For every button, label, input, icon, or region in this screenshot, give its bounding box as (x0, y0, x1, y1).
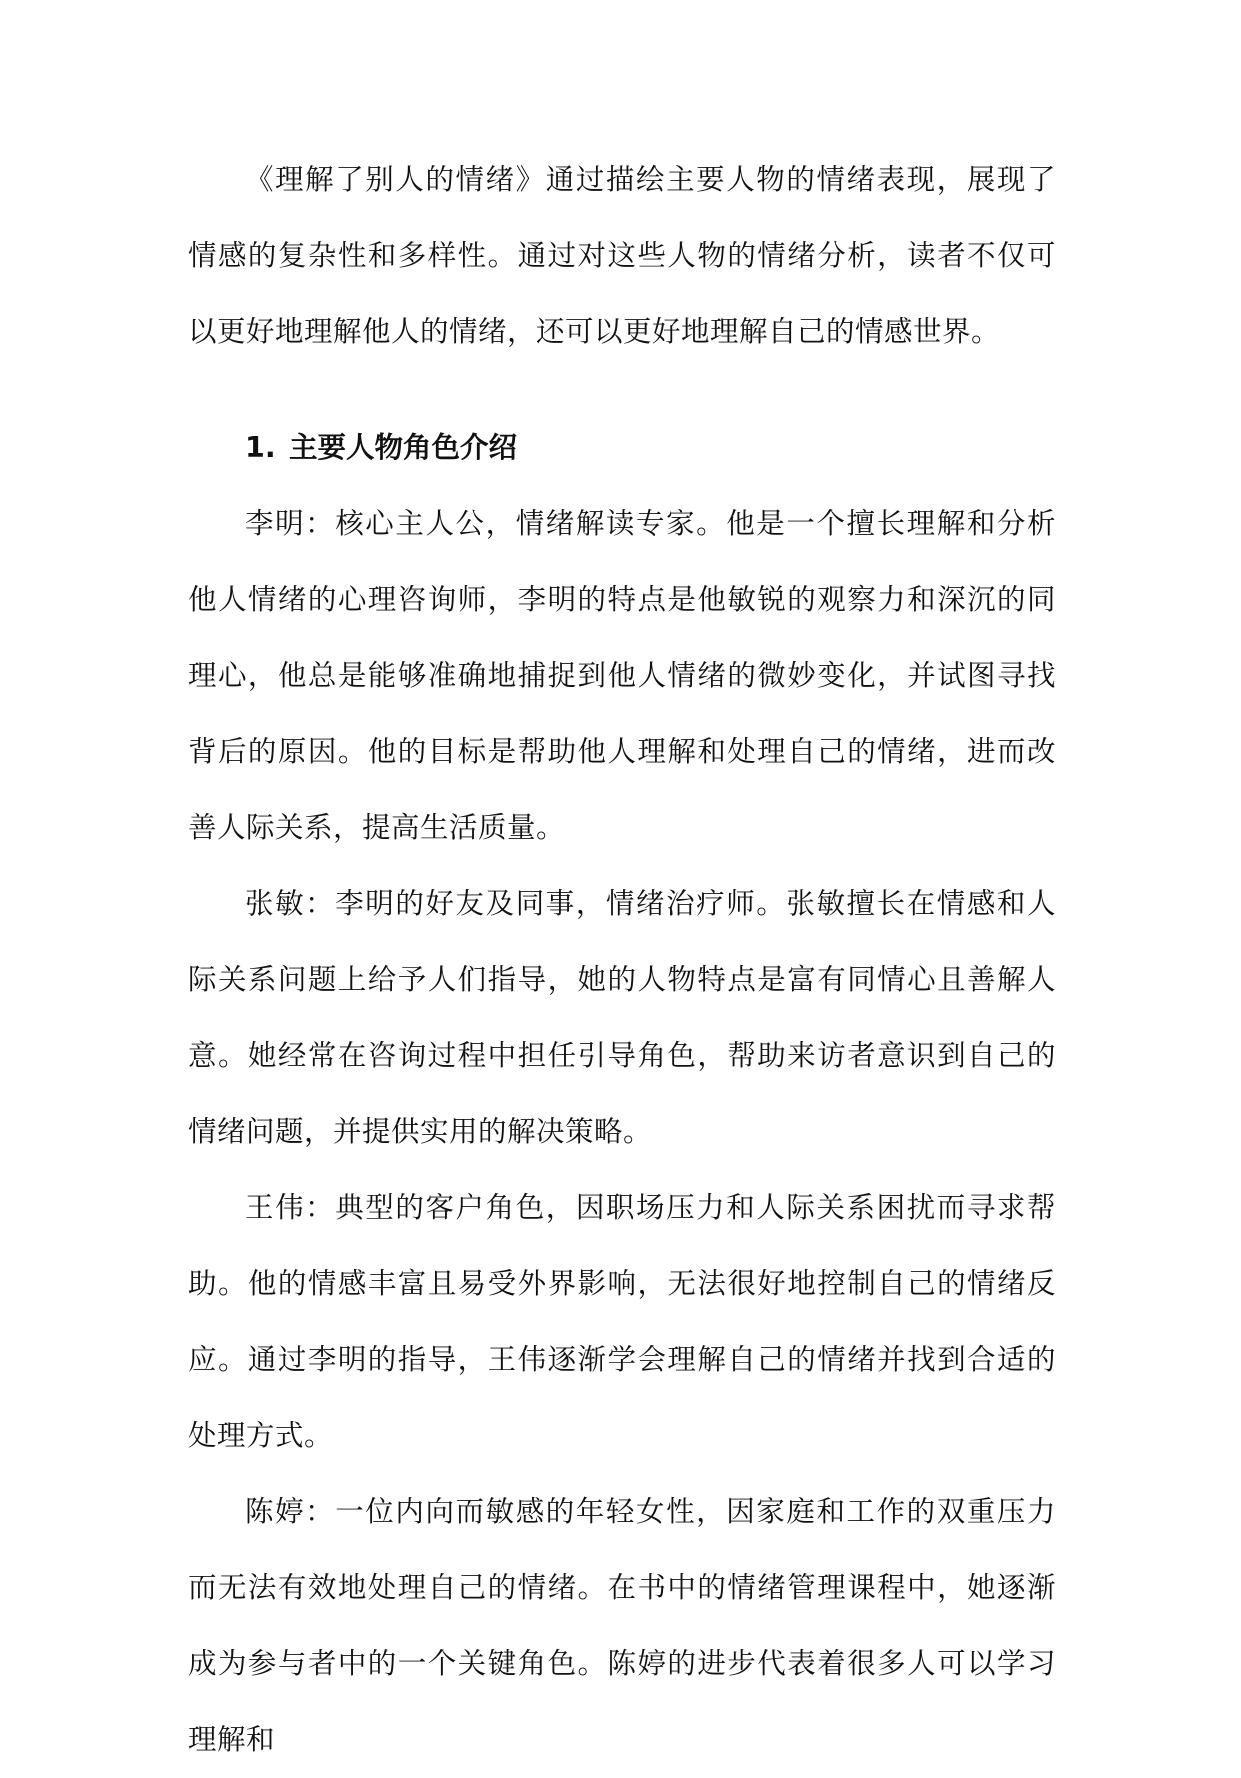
character-paragraph-chen-ting (188, 1474, 1056, 1778)
character-description: 李明的好友及同事，情绪治疗师。张敏擅长在情感和人际关系问题上给予人们指导，她的人物特点是富有同情心且善解人意。她经常在咨询过程中担任引导角色，帮助来访者意识到自己的情绪问题，并提供实用的解决策略。 (188, 887, 1056, 1148)
character-paragraph-wang-wei (188, 1170, 1056, 1474)
character-name: 陈婷： (245, 1495, 336, 1528)
section-number: 1. (245, 431, 276, 464)
character-description: 一位内向而敏感的年轻女性，因家庭和工作的双重压力而无法有效地处理自己的情绪。在书中的情绪管理课程中，她逐渐成为参与者中的一个关键角色。陈婷的进步代表着很多人可以学习理解和 (188, 1495, 1056, 1756)
character-description: 典型的客户角色，因职场压力和人际关系困扰而寻求帮助。他的情感丰富且易受外界影响，无法很好地控制自己的情绪反应。通过李明的指导，王伟逐渐学会理解自己的情绪并找到合适的处理方式。 (188, 1191, 1056, 1452)
character-name: 张敏： (245, 887, 336, 920)
intro-paragraph: 《理解了别人的情绪》通过描绘主要人物的情绪表现，展现了情感的复杂性和多样性。通过对这些人物的情绪分析，读者不仅可以更好地理解他人的情绪，还可以更好地理解自己的情感世界。 (188, 163, 1056, 348)
character-name: 王伟： (245, 1191, 336, 1224)
section-title: 主要人物角色介绍 (289, 431, 518, 464)
section-heading (188, 410, 1056, 486)
document-body (188, 142, 1056, 1778)
character-paragraph-zhang-min (188, 866, 1056, 1170)
character-paragraph-li-ming (188, 486, 1056, 866)
character-name: 李明： (245, 507, 336, 540)
character-description: 核心主人公，情绪解读专家。他是一个擅长理解和分析他人情绪的心理咨询师，李明的特点是他敏锐的观察力和深沉的同理心，他总是能够准确地捕捉到他人情绪的微妙变化，并试图寻找背后的原因。他的目标是帮助他人理解和处理自己的情绪，进而改善人际关系，提高生活质量。 (188, 507, 1056, 844)
